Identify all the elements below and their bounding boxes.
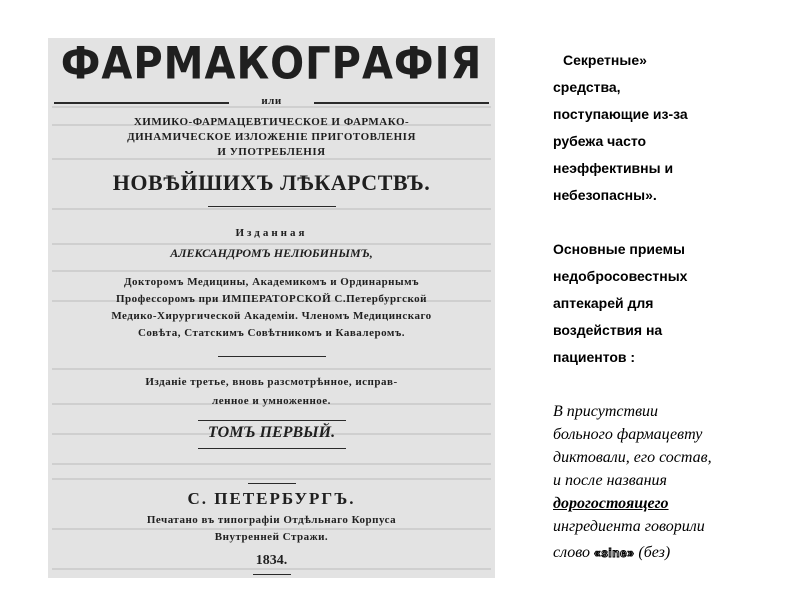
word-sine: «sine» — [594, 546, 635, 560]
year-rule — [253, 574, 291, 575]
text-line-11: пациентов : — [553, 349, 636, 365]
book-title-page-scan — [48, 38, 495, 578]
volume-rule-bottom — [198, 448, 346, 449]
book-credentials-4: Совѣта, Статскимъ Совѣтникомъ и Кавалеромъ. — [137, 327, 406, 339]
italic-line-5-expensive: дорогостоящего — [553, 495, 669, 512]
text-line-7: Основные приемы — [553, 241, 685, 257]
italic-line-3: диктовали, его состав, — [553, 449, 712, 466]
book-credentials-2: Профессоромъ при ИМПЕРАТОРСКОЙ С.Петербургской — [115, 293, 428, 305]
book-edition-2: ленное и умноженное. — [212, 395, 331, 407]
book-volume: ТОМЪ ПЕРВЫЙ. — [207, 424, 336, 441]
word-bez: (без) — [638, 544, 671, 561]
book-year: 1834. — [255, 553, 288, 568]
book-printed-2: Внутренней Стражи. — [214, 531, 329, 543]
italic-line-6: ингредиента говорили — [553, 518, 705, 535]
text-line-8: недобросовестных — [553, 268, 688, 284]
book-or: или — [261, 95, 282, 107]
headline-rule — [208, 206, 336, 207]
book-edition-1: Изданіе третье, вновь разсмотрѣнное, исправ- — [145, 376, 398, 388]
book-author: АЛЕКСАНДРОМЪ НЕЛЮБИНЫМЪ, — [170, 246, 373, 260]
text-line-9: аптекарей для — [553, 295, 654, 311]
city-rule — [248, 483, 296, 484]
italic-line-1: В присутствии — [553, 403, 659, 420]
book-headline: НОВѢЙШИХЪ ЛѢКАРСТВЪ. — [112, 170, 431, 195]
book-city: С. ПЕТЕРБУРГЪ. — [187, 489, 356, 508]
book-main-title: ФАРМАКОГРАФІЯ — [60, 38, 483, 90]
word-slovo: слово — [553, 544, 591, 561]
book-printed-1: Печатано въ типографіи Отдѣльнаго Корпуса — [146, 514, 397, 526]
book-subtitle-2: ДИНАМИЧЕСКОЕ ИЗЛОЖЕНІЕ ПРИГОТОВЛЕНІЯ — [127, 131, 416, 143]
text-line-3: поступающие из-за — [553, 106, 688, 122]
italic-line-4: и после названия — [553, 472, 667, 489]
italic-line-7 — [553, 544, 670, 562]
text-line-2: средства, — [553, 79, 621, 95]
volume-rule-top — [198, 420, 346, 421]
text-line-5: неэффективны и — [553, 160, 674, 176]
book-credentials-3: Медико-Хирургической Академіи. Членомъ Медицинскаго — [111, 310, 432, 322]
text-line-10: воздействия на — [553, 322, 663, 338]
book-subtitle-1: ХИМИКО-ФАРМАЦЕВТИЧЕСКОЕ И ФАРМАКО- — [133, 116, 410, 128]
text-line-4: рубежа часто — [553, 133, 647, 149]
credentials-rule — [218, 356, 326, 357]
text-line-1: Секретные» — [563, 52, 647, 68]
book-published: Изданная — [235, 227, 308, 239]
italic-line-2: больного фармацевту — [553, 426, 703, 443]
text-line-6: небезопасны». — [553, 187, 657, 203]
book-credentials-1: Докторомъ Медицины, Академикомъ и Ординарнымъ — [123, 276, 420, 288]
book-subtitle-3: И УПОТРЕБЛЕНІЯ — [217, 146, 326, 158]
